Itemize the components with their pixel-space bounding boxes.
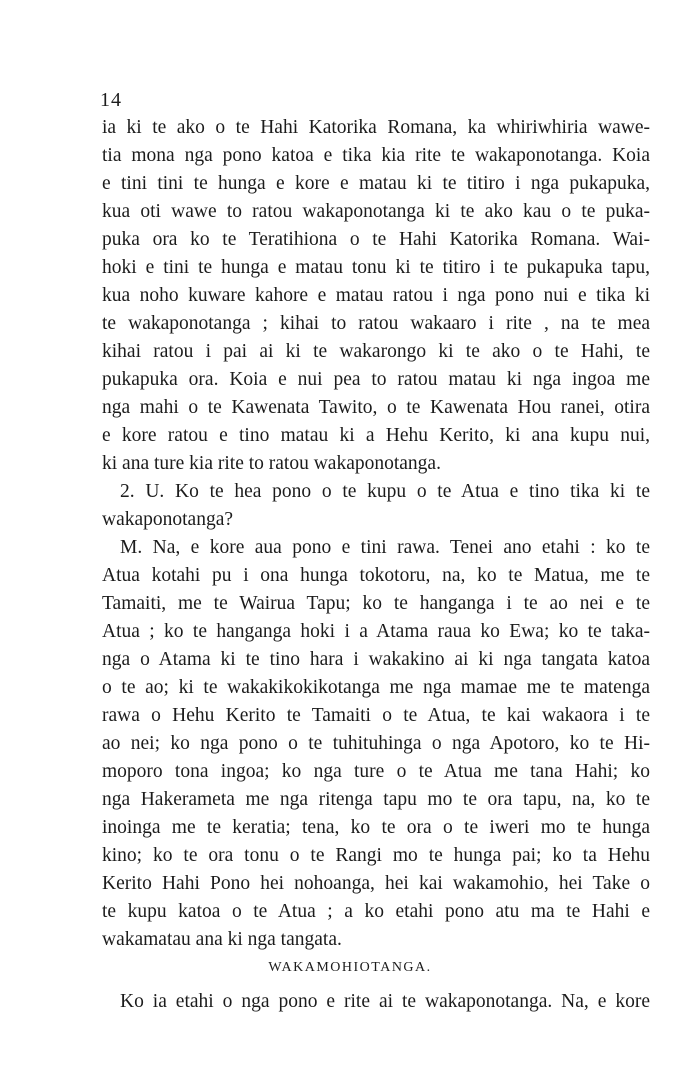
text-line: e kore ratou e tino matau ki a Hehu Kerito, ki ana kupu nui,: [102, 425, 650, 446]
answer-line: ao nei; ko nga pono o te tuhituhinga o nga Apotoro, ko te Hi-: [102, 733, 650, 754]
answer-line: nga o Atama ki te tino hara i wakakino ai ki nga tangata katoa: [102, 649, 650, 670]
text-line: e tini tini te hunga e kore e matau ki te titiro i nga pukapuka,: [102, 173, 650, 194]
answer-line: Tamaiti, me te Wairua Tapu; ko te hanganga i te ao nei e te: [102, 593, 650, 614]
answer-line: rawa o Hehu Kerito te Tamaiti o te Atua, te kai wakaora i te: [102, 705, 650, 726]
text-line: ki ana ture kia rite to ratou wakaponotanga.: [102, 453, 441, 474]
answer-line: wakamatau ana ki nga tangata.: [102, 929, 342, 950]
text-line: kihai ratou i pai ai ki te wakarongo ki te ako o te Hahi, te: [102, 341, 650, 362]
answer-line: Atua kotahi pu i ona hunga tokotoru, na, ko te Matua, me te: [102, 565, 650, 586]
answer-line: inoinga me te keratia; tena, ko te ora o te iweri mo te hunga: [102, 817, 650, 838]
answer-line: Kerito Hahi Pono hei nohoanga, hei kai wakamohio, hei Take o: [102, 873, 650, 894]
answer-line: o te ao; ki te wakakikokikotanga me nga mamae me te matenga: [102, 677, 650, 698]
text-line: ia ki te ako o te Hahi Katorika Romana, ka whiriwhiria wawe-: [102, 117, 650, 138]
answer-line: kino; ko te ora tonu o te Rangi mo te hunga pai; ko ta Hehu: [102, 845, 650, 866]
text-line: nga mahi o te Kawenata Tawito, o te Kawenata Hou ranei, otira: [102, 397, 650, 418]
answer-line: Atua ; ko te hanganga hoki i a Atama raua ko Ewa; ko te taka-: [102, 621, 650, 642]
page-number: 14: [100, 89, 122, 111]
text-line: Ko ia etahi o nga pono e rite ai te wakaponotanga. Na, e kore: [120, 991, 650, 1012]
question-line: 2. U. Ko te hea pono o te kupu o te Atua e tino tika ki te: [120, 481, 650, 502]
text-line: hoki e tini te hunga e matau tonu ki te titiro i te pukapuka tapu,: [102, 257, 650, 278]
text-line: kua noho kuware kahore e matau ratou i nga pono nui e tika ki: [102, 285, 650, 306]
text-line: pukapuka ora. Koia e nui pea to ratou matau ki nga ingoa me: [102, 369, 650, 390]
answer-line: nga Hakerameta me nga ritenga tapu mo te ora tapu, na, ko te: [102, 789, 650, 810]
answer-line: moporo tona ingoa; ko nga ture o te Atua me tana Hahi; ko: [102, 761, 650, 782]
text-line: puka ora ko te Teratihiona o te Hahi Katorika Romana. Wai-: [102, 229, 650, 250]
text-line: te wakaponotanga ; kihai to ratou wakaaro i rite , na te mea: [102, 313, 650, 334]
question-line: wakaponotanga?: [102, 509, 234, 530]
answer-line: M. Na, e kore aua pono e tini rawa. Tenei ano etahi : ko te: [120, 537, 650, 558]
answer-line: te kupu katoa o te Atua ; a ko etahi pono atu ma te Hahi e: [102, 901, 650, 922]
text-line: tia mona nga pono katoa e tika kia rite te wakaponotanga. Koia: [102, 145, 650, 166]
text-line: kua oti wawe to ratou wakaponotanga ki te ako kau o te puka-: [102, 201, 650, 222]
section-heading: WAKAMOHIOTANGA.: [268, 960, 432, 975]
